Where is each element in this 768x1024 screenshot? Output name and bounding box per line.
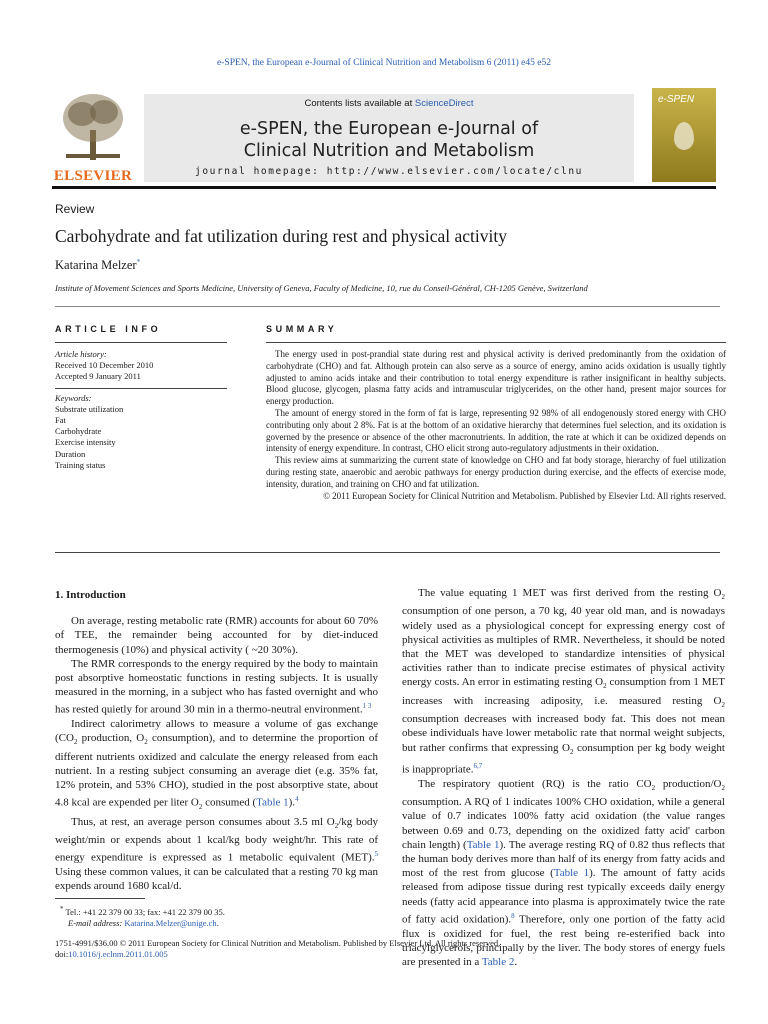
author-affiliation: Institute of Movement Sciences and Sports Medicine, University of Geneva, Faculty of Medicine, 10, rue du Conseil-Général, CH-1205 Genève, Switzerland — [55, 283, 588, 293]
cover-title: e-SPEN — [658, 94, 695, 105]
reference-link[interactable]: 1 3 — [362, 702, 372, 711]
body-paragraph: The respiratory quotient (RQ) is the ratio $CO_2$ production/$O_2$ consumption. A RQ of 1 indicates 100% CHO oxidation, while a general value of 0.7 indicates 100% fatty acid oxidation (the value ranges between 0.69 and 0.73, depending on the oxidized fatty acid' carbon chain length) (Table 1). The average resting RQ of 0.82 thus reflects that the human body derives more than half of its energy from fatty acids and most of the rest from glucose (Table 1). The amount of fatty acids released from adipose tissue during rest typically exceeds daily energy needs (fatty acid appearance into plasma is approximately twice the rate of fatty acid oxidation).$^8$ Therefore, only one portion of the fatty acid flux is oxidized for fuel, the rest being re-esterified back into triacylglycerols, principally by the liver. The body stores of energy fuels are presented in a Table 2. — [402, 777, 726, 969]
contents-prefix: Contents lists available at — [304, 98, 415, 109]
body-column-left — [55, 588, 378, 893]
keyword: Fat — [55, 415, 66, 426]
summary-paragraph: This review aims at summarizing the current state of knowledge on CHO and fat body storage, hierarchy of fuel utilization during resting state, anaerobic and aerobic pathways for energy production during exercise, and the effects of exercise mode, intensity, duration, and training on CHO and fat utilization. — [266, 455, 726, 489]
body-column-right — [402, 586, 725, 969]
journal-title-line2: Clinical Nutrition and Metabolism — [243, 141, 535, 161]
article-title: Carbohydrate and fat utilization during rest and physical activity — [55, 226, 507, 246]
journal-title-band — [144, 94, 634, 182]
issn-copyright: 1751-4991/$36.00 © 2011 European Society for Clinical Nutrition and Metabolism. Published by Elsevier Ltd. All rights reserved. — [55, 938, 501, 948]
footnote-mark: * — [60, 905, 64, 913]
contents-availability — [144, 98, 634, 109]
elsevier-wordmark: ELSEVIER — [53, 168, 133, 184]
keyword: Duration — [55, 448, 86, 459]
table-1-link[interactable]: Table 1 — [553, 867, 590, 880]
article-info-heading: ARTICLE INFO — [55, 324, 162, 334]
journal-header — [52, 88, 716, 186]
elsevier-logo[interactable] — [52, 88, 134, 186]
section-rule — [55, 306, 720, 307]
journal-title — [144, 118, 634, 162]
footnote-rule — [55, 898, 145, 899]
history-label: Article history: — [55, 349, 107, 359]
doi-label: doi: — [55, 949, 69, 959]
table-1-link[interactable]: Table 1 — [256, 797, 289, 810]
doi-link[interactable]: 10.1016/j.eclnm.2011.01.005 — [68, 949, 168, 959]
author-email-link[interactable]: Katarina.Melzer@unige.ch — [124, 917, 217, 928]
keyword: Exercise intensity — [55, 437, 116, 448]
article-history — [55, 342, 227, 383]
summary-copyright: © 2011 European Society for Clinical Nutrition and Metabolism. Published by Elsevier Ltd. All rights reserved. — [323, 490, 726, 501]
summary-paragraph: The energy used in post-prandial state during rest and physical activity is derived predominantly from the oxidation of carbohydrate (CHO) and fat. Although protein can also serve as a source of energy, amino acids oxidation is usually tightly adjusted to amino acids intake and their contribution to total energy expenditure is rather insignificant in healthy subjects. Blood glucose, glycogen, plasma fatty acids and intramuscular triglycerides, on the other hand, present major sources for energy production. — [266, 349, 726, 407]
email-label: E-mail address: — [68, 917, 125, 928]
reference-link[interactable]: 5 — [374, 850, 378, 859]
summary-paragraph: The amount of energy stored in the form of fat is large, representing 92 98% of all endogenously stored energy with CHO contributing only about 2 8%. Fat is at the bottom of an oxidative hierarchy that determines fuel selection, and its oxidation is governed by the presence or absence of the other macronutrients. In addition, the rate at which it can be oxidized depends on intensity of energy expenditure. In contrast, CHO elicit strong auto-regulatory adjustments in their oxidation. — [266, 407, 726, 454]
elsevier-tree-icon — [60, 92, 126, 164]
cover-drop-graphic — [674, 122, 694, 150]
body-paragraph: Thus, at rest, an average person consumes about 3.5 ml $O_2/kg$ body weight/min or expends about 1 kcal/kg body weight/hr. This rate of energy expenditure is expressed as 1 metabolic equivalent (MET).$^5$ Using these common values, it can be calculated that a resting 70 kg man expends around 1680 kcal/d. — [55, 815, 378, 893]
reference-link[interactable]: 4 — [295, 795, 299, 804]
journal-homepage[interactable]: journal homepage: http://www.elsevier.com/locate/clnu — [195, 166, 583, 177]
footnote-contact: Tel.: +41 22 379 00 33; fax: +41 22 379 00 35. — [63, 906, 225, 917]
sciencedirect-link[interactable]: ScienceDirect — [414, 98, 474, 109]
keyword: Substrate utilization — [55, 403, 124, 414]
keywords-label: Keywords: — [55, 392, 92, 403]
author-name: Katarina Melzer — [55, 258, 137, 273]
article-info-box — [55, 342, 227, 471]
author-line — [55, 258, 140, 273]
journal-cover-image[interactable] — [652, 88, 716, 182]
table-1-link[interactable]: Table 1 — [466, 838, 500, 851]
body-paragraph: The RMR corresponds to the energy required by the body to maintain post absorptive homeostatic functions in resting subjects. It is usually measured in the morning, in a subject who has fasted overnight and who has rested quietly for around 30 min in a thermo-neutral environment.$^{1 3}$ — [55, 657, 378, 717]
section-heading-introduction: 1. Introduction — [55, 589, 126, 601]
received-date: Received 10 December 2010 — [55, 360, 154, 371]
summary-heading: SUMMARY — [266, 324, 338, 334]
keyword: Training status — [55, 459, 106, 470]
accepted-date: Accepted 9 January 2011 — [55, 371, 141, 382]
author-footnote: * Tel.: +41 22 379 00 33; fax: +41 22 379 00 35. E-mail address: Katarina.Melzer@unige.ch. — [60, 905, 225, 928]
journal-title-line1: e-SPEN, the European e-Journal of — [239, 119, 539, 139]
author-footnote-mark[interactable]: * — [136, 258, 141, 266]
article-type: Review — [55, 202, 95, 216]
journal-citation: e-SPEN, the European e-Journal of Clinical Nutrition and Metabolism 6 (2011) e45 e52 — [217, 58, 551, 68]
reference-link[interactable]: 8 — [511, 911, 515, 920]
keywords-block — [55, 388, 227, 471]
table-2-link[interactable]: Table 2 — [481, 956, 515, 969]
reference-link[interactable]: 6,7 — [473, 761, 483, 770]
body-paragraph: Indirect calorimetry allows to measure a volume of gas exchange ($CO_2$ production, $O_2$ consumption), and to determine the proportion of different nutrients oxidized and calculate the energy released from each nutrient. In a resting subject consuming an average diet (e.g. 35% fat, 12% protein, and 53% CHO), studied in the post absorptive state, about 4.8 kcal are expended per liter $O_2$ consumed (Table 1).$^4$ — [55, 718, 378, 812]
body-paragraph: On average, resting metabolic rate (RMR) accounts for about 60 70% of TEE, the remainder being accounted for by diet-induced thermogenesis (10%) and physical activity ( ~20 30%). — [55, 615, 378, 656]
section-rule — [55, 552, 720, 553]
body-paragraph: The value equating 1 MET was first derived from the resting $O_2$ consumption of one person, a 70 kg, 40 year old man, and is nowadays widely used as a physiological concept for expressing energy cost of physical activities as multiples of RMR. Nevertheless, it should be noted that the MET was developed to standardize intensities of physical activities rather than to indicate precise estimates of physical activity energy costs. An error in estimating resting $O_2$ consumption from 1 MET increases with increasing adiposity, i.e. measured resting $O_2$ consumption decreases with increased body fat. This does not mean obese individuals have lower metabolic rate that normal weight subjects, but rather confirms that expressing $O_2$ consumption per kg body weight is inappropriate.$^{6,7}$ — [402, 587, 726, 776]
summary-abstract — [266, 342, 726, 502]
page-footer — [55, 938, 500, 960]
keyword: Carbohydrate — [55, 426, 102, 437]
header-rule — [52, 186, 716, 189]
